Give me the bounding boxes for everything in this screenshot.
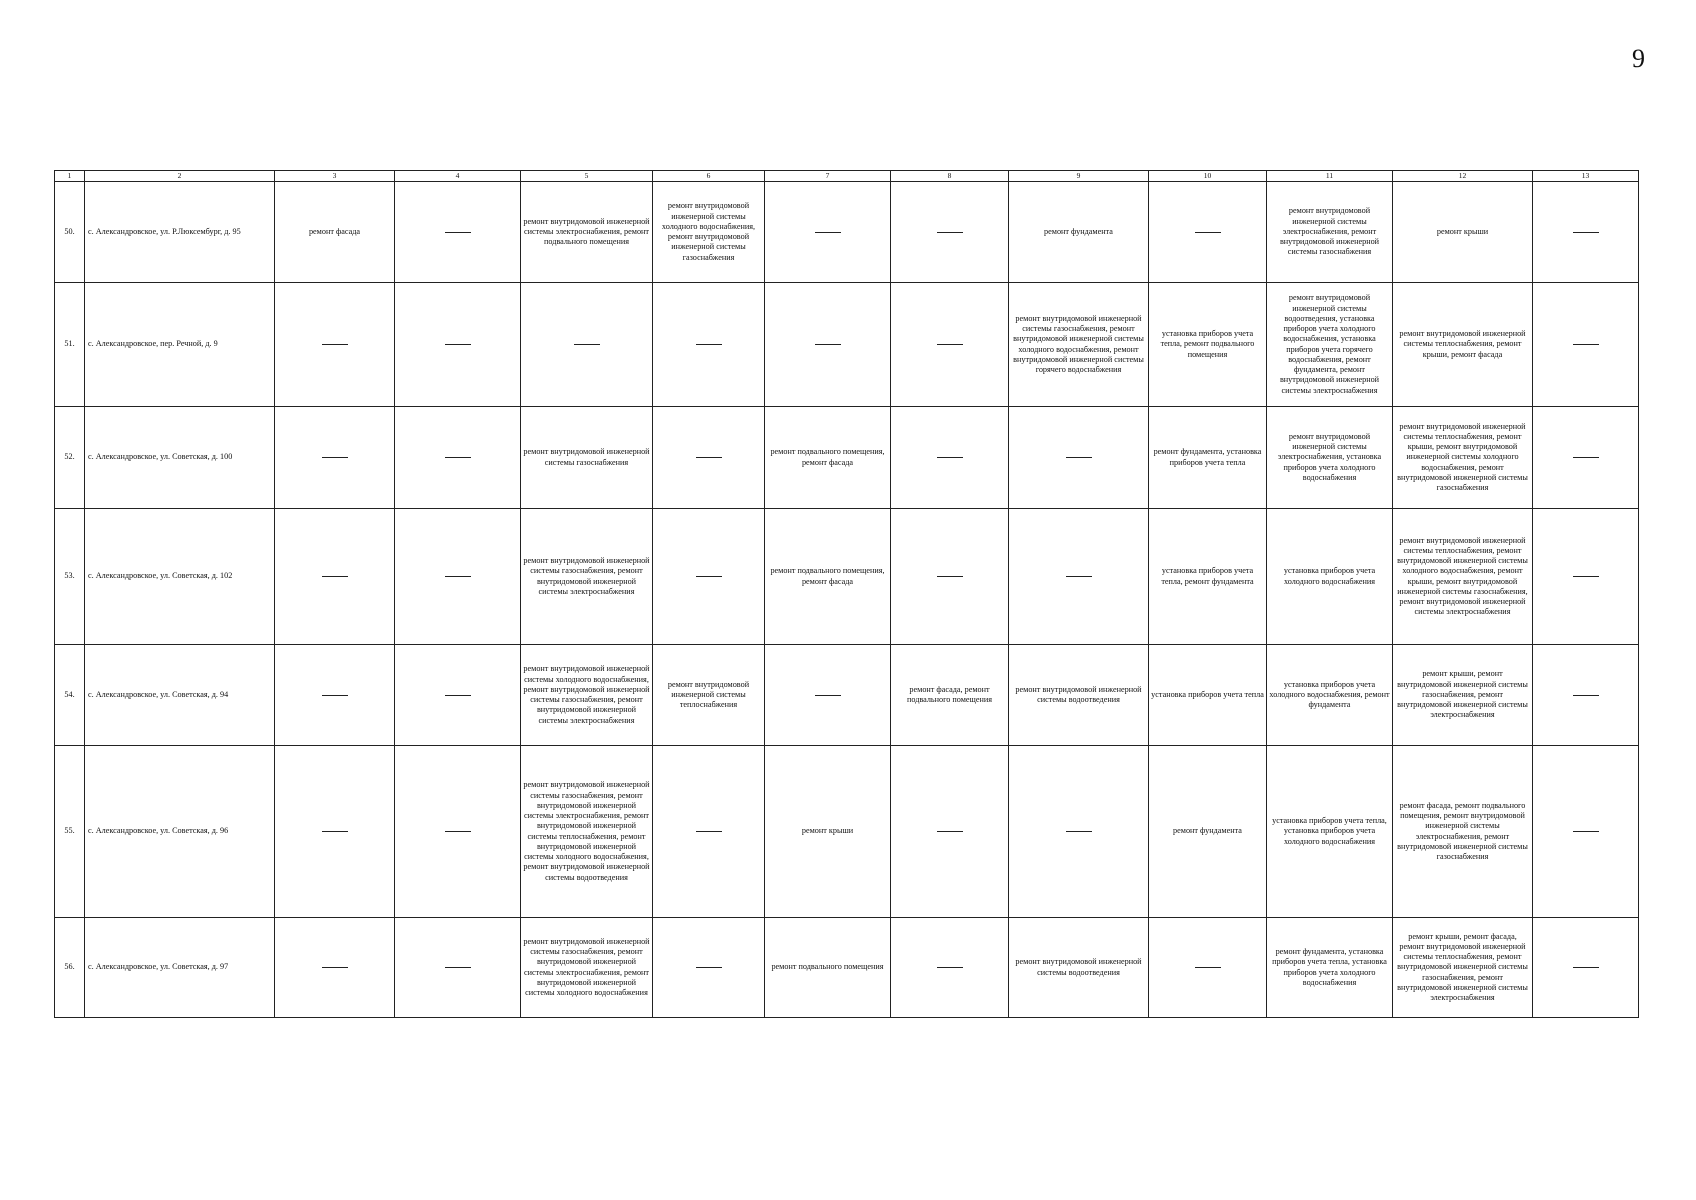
- dash-mark: [322, 344, 348, 345]
- work-cell: ремонт внутридомовой инженерной системы теплоснабжения, ремонт внутридомовой инженерной системы холодного водоснабжения, ремонт крыши, ремонт внутридомовой инженерной системы газоснабжения, ремонт внутридомовой инженерной системы электроснабжения: [1393, 509, 1533, 645]
- column-number-header: 1: [55, 171, 85, 182]
- row-number: 52.: [55, 407, 85, 509]
- address-cell: с. Александровское, ул. Советская, д. 94: [85, 645, 275, 746]
- row-number: 53.: [55, 509, 85, 645]
- dash-mark: [1573, 831, 1599, 832]
- address-cell: с. Александровское, ул. Советская, д. 100: [85, 407, 275, 509]
- dash-mark: [1066, 457, 1092, 458]
- empty-dash-cell: [765, 645, 891, 746]
- work-cell: ремонт внутридомовой инженерной системы водоотведения: [1009, 918, 1149, 1018]
- dash-mark: [1573, 576, 1599, 577]
- dash-mark: [937, 967, 963, 968]
- empty-dash-cell: [1009, 407, 1149, 509]
- work-cell: ремонт фундамента: [1009, 182, 1149, 283]
- dash-mark: [937, 831, 963, 832]
- dash-mark: [1573, 344, 1599, 345]
- work-cell: установка приборов учета тепла, ремонт фундамента: [1149, 509, 1267, 645]
- dash-mark: [574, 344, 600, 345]
- work-cell: ремонт фундамента, установка приборов учета тепла, установка приборов учета холодного водоснабжения: [1267, 918, 1393, 1018]
- empty-dash-cell: [891, 283, 1009, 407]
- address-cell: с. Александровское, ул. Советская, д. 96: [85, 746, 275, 918]
- dash-mark: [696, 344, 722, 345]
- work-cell: ремонт внутридомовой инженерной системы газоснабжения: [521, 407, 653, 509]
- row-number: 50.: [55, 182, 85, 283]
- table-row: [55, 182, 1639, 283]
- empty-dash-cell: [653, 283, 765, 407]
- empty-dash-cell: [891, 407, 1009, 509]
- empty-dash-cell: [275, 283, 395, 407]
- empty-dash-cell: [1009, 746, 1149, 918]
- work-cell: ремонт крыши, ремонт фасада, ремонт внутридомовой инженерной системы теплоснабжения, ремонт внутридомовой инженерной системы газоснабжения, ремонт внутридомовой инженерной системы электроснабжения: [1393, 918, 1533, 1018]
- column-number-header: 3: [275, 171, 395, 182]
- dash-mark: [322, 576, 348, 577]
- table-row: [55, 645, 1639, 746]
- empty-dash-cell: [1533, 918, 1639, 1018]
- dash-mark: [1573, 232, 1599, 233]
- empty-dash-cell: [1533, 407, 1639, 509]
- page-number: 9: [1632, 44, 1645, 73]
- empty-dash-cell: [653, 509, 765, 645]
- column-number-header: 2: [85, 171, 275, 182]
- empty-dash-cell: [1533, 182, 1639, 283]
- address-cell: с. Александровское, пер. Речной, д. 9: [85, 283, 275, 407]
- empty-dash-cell: [521, 283, 653, 407]
- column-number-header: 9: [1009, 171, 1149, 182]
- work-cell: ремонт внутридомовой инженерной системы газоснабжения, ремонт внутридомовой инженерной системы электроснабжения, ремонт внутридомовой инженерной системы теплоснабжения, ремонт внутридомовой инженерной системы холодного водоснабжения, ремонт внутридомовой инженерной системы водоотведения: [521, 746, 653, 918]
- empty-dash-cell: [275, 407, 395, 509]
- empty-dash-cell: [275, 509, 395, 645]
- empty-dash-cell: [395, 918, 521, 1018]
- empty-dash-cell: [395, 182, 521, 283]
- dash-mark: [445, 576, 471, 577]
- column-number-header: 4: [395, 171, 521, 182]
- work-cell: ремонт фундамента, установка приборов учета тепла: [1149, 407, 1267, 509]
- work-cell: ремонт подвального помещения, ремонт фасада: [765, 407, 891, 509]
- dash-mark: [1573, 967, 1599, 968]
- empty-dash-cell: [765, 283, 891, 407]
- dash-mark: [815, 344, 841, 345]
- work-cell: ремонт внутридомовой инженерной системы водоотведения: [1009, 645, 1149, 746]
- address-cell: с. Александровское, ул. Советская, д. 97: [85, 918, 275, 1018]
- work-cell: ремонт крыши: [1393, 182, 1533, 283]
- work-cell: установка приборов учета тепла: [1149, 645, 1267, 746]
- work-cell: ремонт подвального помещения: [765, 918, 891, 1018]
- table-row: [55, 918, 1639, 1018]
- table-row: [55, 283, 1639, 407]
- empty-dash-cell: [765, 182, 891, 283]
- work-cell: ремонт внутридомовой инженерной системы теплоснабжения: [653, 645, 765, 746]
- work-cell: ремонт фасада: [275, 182, 395, 283]
- dash-mark: [1066, 831, 1092, 832]
- work-cell: установка приборов учета холодного водоснабжения: [1267, 509, 1393, 645]
- work-cell: ремонт внутридомовой инженерной системы водоотведения, установка приборов учета холодного водоснабжения, установка приборов учета горячего водоснабжения, ремонт фундамента, ремонт внутридомовой инженерной системы электроснабжения: [1267, 283, 1393, 407]
- dash-mark: [937, 576, 963, 577]
- work-cell: ремонт внутридомовой инженерной системы газоснабжения, ремонт внутридомовой инженерной системы электроснабжения, ремонт внутридомовой инженерной системы холодного водоснабжения: [521, 918, 653, 1018]
- empty-dash-cell: [1533, 283, 1639, 407]
- empty-dash-cell: [395, 645, 521, 746]
- empty-dash-cell: [275, 645, 395, 746]
- dash-mark: [815, 695, 841, 696]
- empty-dash-cell: [275, 918, 395, 1018]
- dash-mark: [937, 457, 963, 458]
- dash-mark: [322, 457, 348, 458]
- empty-dash-cell: [395, 283, 521, 407]
- empty-dash-cell: [891, 918, 1009, 1018]
- row-number: 54.: [55, 645, 85, 746]
- empty-dash-cell: [891, 509, 1009, 645]
- dash-mark: [322, 831, 348, 832]
- work-cell: ремонт фасада, ремонт подвального помещения, ремонт внутридомовой инженерной системы электроснабжения, ремонт внутридомовой инженерной системы газоснабжения: [1393, 746, 1533, 918]
- empty-dash-cell: [653, 746, 765, 918]
- table-row: [55, 746, 1639, 918]
- work-cell: ремонт внутридомовой инженерной системы электроснабжения, ремонт подвального помещения: [521, 182, 653, 283]
- work-cell: ремонт внутридомовой инженерной системы теплоснабжения, ремонт крыши, ремонт фасада: [1393, 283, 1533, 407]
- work-cell: ремонт крыши: [765, 746, 891, 918]
- row-number: 55.: [55, 746, 85, 918]
- work-cell: установка приборов учета тепла, установка приборов учета холодного водоснабжения: [1267, 746, 1393, 918]
- column-number-header: 13: [1533, 171, 1639, 182]
- work-cell: ремонт внутридомовой инженерной системы газоснабжения, ремонт внутридомовой инженерной системы холодного водоснабжения, ремонт внутридомовой инженерной системы горячего водоснабжения: [1009, 283, 1149, 407]
- work-cell: установка приборов учета холодного водоснабжения, ремонт фундамента: [1267, 645, 1393, 746]
- column-number-header: 7: [765, 171, 891, 182]
- dash-mark: [1573, 457, 1599, 458]
- dash-mark: [815, 232, 841, 233]
- dash-mark: [696, 457, 722, 458]
- table-row: [55, 509, 1639, 645]
- dash-mark: [937, 344, 963, 345]
- column-number-header: 10: [1149, 171, 1267, 182]
- empty-dash-cell: [1149, 182, 1267, 283]
- repair-schedule-table: [54, 170, 1639, 1018]
- empty-dash-cell: [1149, 918, 1267, 1018]
- work-cell: ремонт крыши, ремонт внутридомовой инженерной системы газоснабжения, ремонт внутридомовой инженерной системы электроснабжения: [1393, 645, 1533, 746]
- empty-dash-cell: [891, 182, 1009, 283]
- dash-mark: [445, 457, 471, 458]
- dash-mark: [445, 831, 471, 832]
- column-number-header: 11: [1267, 171, 1393, 182]
- empty-dash-cell: [653, 918, 765, 1018]
- dash-mark: [1195, 967, 1221, 968]
- dash-mark: [696, 576, 722, 577]
- column-number-header: 6: [653, 171, 765, 182]
- column-number-header: 12: [1393, 171, 1533, 182]
- dash-mark: [696, 967, 722, 968]
- dash-mark: [445, 967, 471, 968]
- empty-dash-cell: [1533, 645, 1639, 746]
- empty-dash-cell: [1009, 509, 1149, 645]
- dash-mark: [322, 695, 348, 696]
- work-cell: ремонт внутридомовой инженерной системы холодного водоснабжения, ремонт внутридомовой инженерной системы газоснабжения: [653, 182, 765, 283]
- work-cell: ремонт внутридомовой инженерной системы электроснабжения, установка приборов учета холодного водоснабжения: [1267, 407, 1393, 509]
- address-cell: с. Александровское, ул. Р.Люксембург, д. 95: [85, 182, 275, 283]
- empty-dash-cell: [395, 509, 521, 645]
- dash-mark: [1066, 576, 1092, 577]
- work-cell: ремонт внутридомовой инженерной системы газоснабжения, ремонт внутридомовой инженерной системы электроснабжения: [521, 509, 653, 645]
- dash-mark: [696, 831, 722, 832]
- column-number-row: [55, 171, 1639, 182]
- empty-dash-cell: [891, 746, 1009, 918]
- dash-mark: [1573, 695, 1599, 696]
- empty-dash-cell: [395, 407, 521, 509]
- empty-dash-cell: [1533, 509, 1639, 645]
- dash-mark: [937, 232, 963, 233]
- table-row: [55, 407, 1639, 509]
- empty-dash-cell: [1533, 746, 1639, 918]
- empty-dash-cell: [275, 746, 395, 918]
- address-cell: с. Александровское, ул. Советская, д. 102: [85, 509, 275, 645]
- empty-dash-cell: [653, 407, 765, 509]
- work-cell: ремонт внутридомовой инженерной системы холодного водоснабжения, ремонт внутридомовой инженерной системы газоснабжения, ремонт внутридомовой инженерной системы электроснабжения: [521, 645, 653, 746]
- dash-mark: [1195, 232, 1221, 233]
- dash-mark: [445, 695, 471, 696]
- work-cell: ремонт внутридомовой инженерной системы теплоснабжения, ремонт крыши, ремонт внутридомовой инженерной системы холодного водоснабжения, ремонт внутридомовой инженерной системы газоснабжения: [1393, 407, 1533, 509]
- dash-mark: [322, 967, 348, 968]
- row-number: 56.: [55, 918, 85, 1018]
- column-number-header: 8: [891, 171, 1009, 182]
- empty-dash-cell: [395, 746, 521, 918]
- work-cell: ремонт фундамента: [1149, 746, 1267, 918]
- column-number-header: 5: [521, 171, 653, 182]
- dash-mark: [445, 232, 471, 233]
- work-cell: ремонт подвального помещения, ремонт фасада: [765, 509, 891, 645]
- row-number: 51.: [55, 283, 85, 407]
- work-cell: ремонт фасада, ремонт подвального помещения: [891, 645, 1009, 746]
- work-cell: установка приборов учета тепла, ремонт подвального помещения: [1149, 283, 1267, 407]
- work-cell: ремонт внутридомовой инженерной системы электроснабжения, ремонт внутридомовой инженерной системы газоснабжения: [1267, 182, 1393, 283]
- dash-mark: [445, 344, 471, 345]
